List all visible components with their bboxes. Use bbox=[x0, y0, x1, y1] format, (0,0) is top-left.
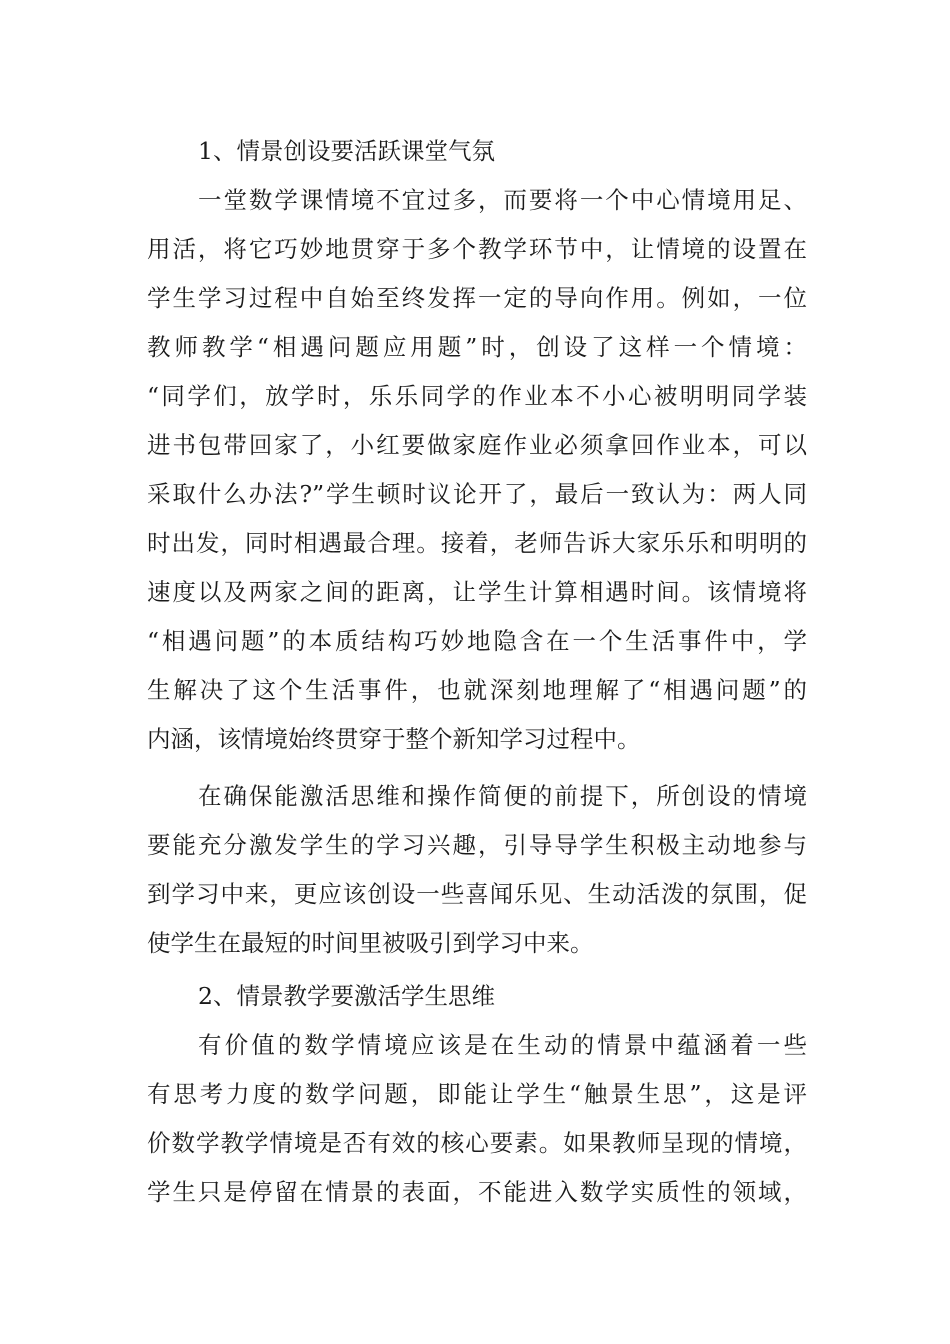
section-heading-2: 2、情景教学要激活学生思维 bbox=[198, 982, 495, 1010]
paragraph-line: “相遇问题”的本质结构巧妙地隐含在一个生活事件中，学 bbox=[147, 627, 807, 655]
paragraph-line: 采取什么办法?”学生顿时议论开了，最后一致认为：两人同 bbox=[147, 480, 807, 508]
paragraph-line: “同学们，放学时，乐乐同学的作业本不小心被明明同学装 bbox=[147, 382, 807, 410]
paragraph-line: 一堂数学课情境不宜过多，而要将一个中心情境用足、 bbox=[198, 186, 807, 214]
paragraph-line: 价数学教学情境是否有效的核心要素。如果教师呈现的情境， bbox=[147, 1129, 807, 1157]
paragraph-line: 学生只是停留在情景的表面，不能进入数学实质性的领域， bbox=[147, 1178, 807, 1206]
paragraph-line: 有思考力度的数学问题，即能让学生“触景生思”，这是评 bbox=[147, 1080, 807, 1108]
paragraph-line: 使学生在最短的时间里被吸引到学习中来。 bbox=[147, 929, 594, 957]
paragraph-line: 学生学习过程中自始至终发挥一定的导向作用。例如，一位 bbox=[147, 284, 807, 312]
paragraph-line: 在确保能激活思维和操作简便的前提下，所创设的情境 bbox=[198, 782, 807, 810]
section-heading-1: 1、情景创设要活跃课堂气氛 bbox=[198, 137, 495, 165]
paragraph-line: 有价值的数学情境应该是在生动的情景中蕴涵着一些 bbox=[198, 1031, 807, 1059]
paragraph-line: 内涵，该情境始终贯穿于整个新知学习过程中。 bbox=[147, 725, 641, 753]
paragraph-line: 用活，将它巧妙地贯穿于多个教学环节中，让情境的设置在 bbox=[147, 235, 807, 263]
paragraph-line: 生解决了这个生活事件，也就深刻地理解了“相遇问题”的 bbox=[147, 676, 807, 704]
paragraph-line: 教师教学“相遇问题应用题”时，创设了这样一个情境： bbox=[147, 333, 807, 361]
paragraph-line: 到学习中来，更应该创设一些喜闻乐见、生动活泼的氛围，促 bbox=[147, 880, 807, 908]
paragraph-line: 速度以及两家之间的距离，让学生计算相遇时间。该情境将 bbox=[147, 578, 807, 606]
paragraph-line: 时出发，同时相遇最合理。接着，老师告诉大家乐乐和明明的 bbox=[147, 529, 807, 557]
paragraph-line: 要能充分激发学生的学习兴趣，引导导学生积极主动地参与 bbox=[147, 831, 807, 859]
paragraph-line: 进书包带回家了，小红要做家庭作业必须拿回作业本，可以 bbox=[147, 431, 807, 459]
